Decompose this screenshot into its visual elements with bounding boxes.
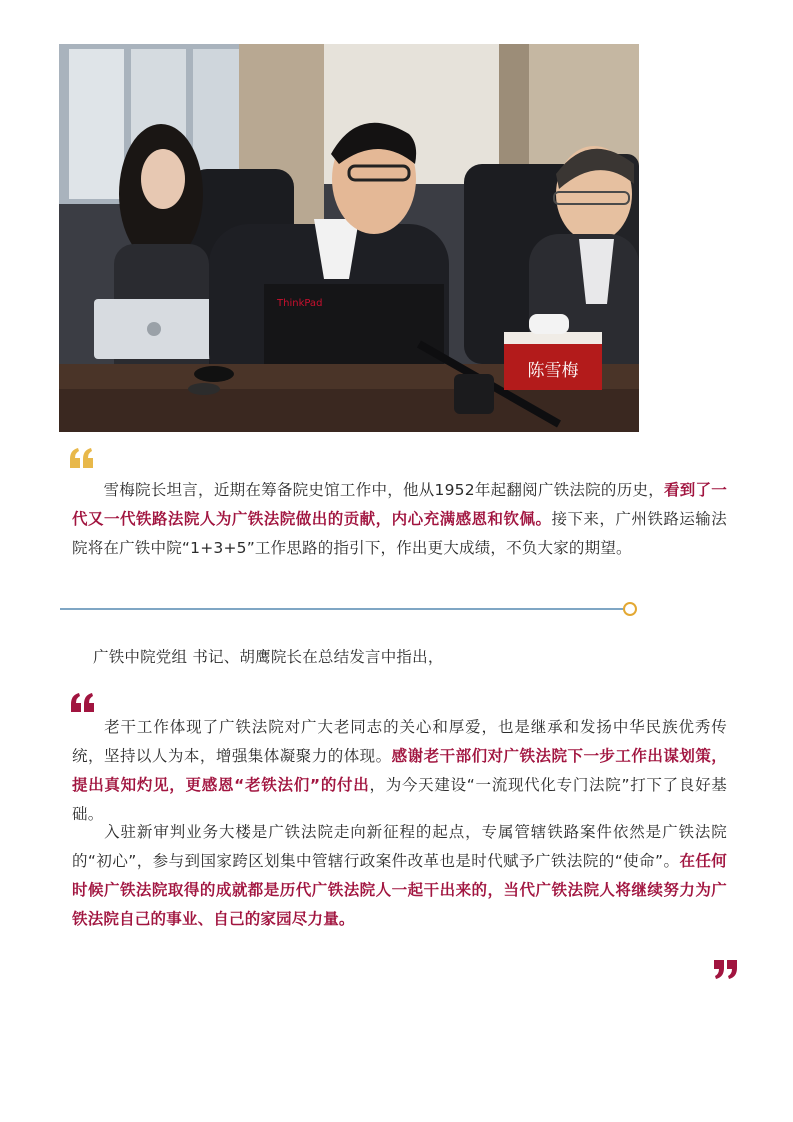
quote-paragraph [72, 713, 727, 829]
speaker-intro: 广铁中院党组 书记、胡鹰院长在总结发言中指出， [93, 648, 444, 666]
quote-emphasis: 感谢老干部们对广铁法院下一步工作出谋划策，提出真知灼见，更感恩“老铁法们”的付出 [72, 747, 727, 794]
laptop-brand-label: ThinkPad [277, 298, 323, 309]
close-quote-icon [712, 958, 738, 980]
quote-text: 老干工作体现了广铁法院对广大老同志的关心和厚爱，也是继承和发扬中华民族优秀传统，坚持以人为本，增强集体凝聚力的体现。 [72, 718, 727, 765]
section-divider [60, 608, 625, 610]
quote-paragraph [72, 818, 727, 934]
quote-text: ，为今天建设“一流现代化专门法院”打下了良好基础。 [72, 776, 727, 823]
quote-text: 接下来，广州铁路运输法院将在广铁中院“1+3+5”工作思路的指引下，作出更大成绩，不负大家的期望。 [72, 510, 727, 557]
quote-text: 雪梅院长坦言，近期在筹备院史馆工作中，他从1952年起翻阅广铁法院的历史， [103, 481, 664, 499]
quote-paragraph [72, 476, 727, 563]
meeting-photo [59, 44, 639, 432]
quote-text: 入驻新审判业务大楼是广铁法院走向新征程的起点，专属管辖铁路案件依然是广铁法院的“初心”，参与到国家跨区划集中管辖行政案件改革也是时代赋予广铁法院的“使命”。 [72, 823, 727, 870]
divider-circle-icon [623, 602, 637, 616]
quote-emphasis: 在任何时候广铁法院取得的成就都是历代广铁法院人一起干出来的，当代广铁法院人将继续努力为广铁法院自己的事业、自己的家园尽力量。 [72, 852, 728, 928]
nameplate-label: 陈雪梅 [527, 361, 579, 381]
meeting-photo-illustration [59, 44, 639, 432]
open-quote-icon [70, 692, 96, 714]
open-quote-icon [68, 446, 96, 470]
quote-emphasis: 看到了一代又一代铁路法院人为广铁法院做出的贡献，内心充满感恩和钦佩。 [72, 481, 727, 528]
